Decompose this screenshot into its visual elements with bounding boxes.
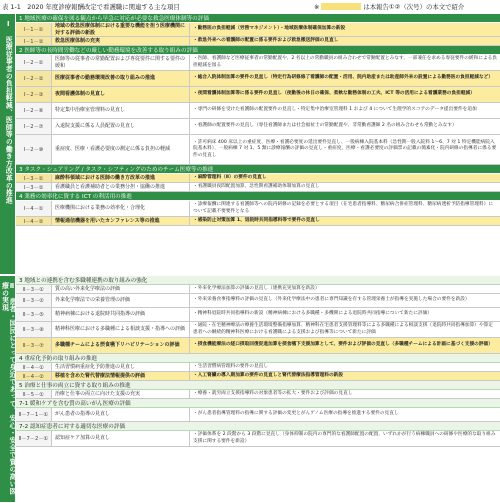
item-name xyxy=(52,23,190,36)
item-name-text: 看護職員と看護補助者との業務分担・協働の推進 xyxy=(55,183,166,190)
item-description xyxy=(190,285,500,293)
item-number: Ⅰ－3－① xyxy=(16,174,52,182)
item-name-text: 精神病棟における退院時共同指導の評価 xyxy=(55,311,146,318)
item-number: Ⅰ－4－② xyxy=(16,217,52,225)
item-name xyxy=(52,37,190,45)
table-row xyxy=(16,322,500,338)
item-description-text: ・看護職員夜間配置加算、急性期看護補助体制加算の見直し xyxy=(193,183,320,189)
table-row xyxy=(16,294,500,308)
section-header: 4 重症化予防の取り組みの推進 xyxy=(16,354,500,363)
item-description-text: ・総合入院体制加算の要件の見直し（特定行為研修修了看護師の配置・活用、院内助産または助産師外来の設置による勤務医の負担軽減など） xyxy=(193,75,494,81)
item-name xyxy=(52,103,190,118)
table-row xyxy=(16,372,500,381)
item-name xyxy=(52,408,190,421)
item-description-text: ・人工腎臓の導入期加算の要件の見直しと腎代替療法指導管理料の新設 xyxy=(193,372,344,378)
item-description-text: ・勤務医の負担軽減（労務マネジメント）・地域医療体制確保加算の新設 xyxy=(193,26,346,32)
item-name xyxy=(52,322,190,337)
item-name xyxy=(52,87,190,102)
table-row xyxy=(16,135,500,165)
item-name xyxy=(52,308,190,321)
item-name-text: 夜間看護体制の見直し xyxy=(55,91,106,98)
item-number: Ⅰ－2－⑥ xyxy=(16,103,52,118)
item-description xyxy=(190,135,500,164)
item-name xyxy=(52,390,190,398)
sidebar-label: Ⅱ 患者・国民にとって身近であって、安心・安全で質の高い医療の実現 xyxy=(0,282,16,495)
item-name xyxy=(52,183,190,191)
item-name-text: 重症度、医療・看護必要度の測定に係る負担の軽減 xyxy=(55,146,171,153)
item-description xyxy=(190,308,500,321)
item-name-text: 精神科医療における多職種による相談支援・指導への評価 xyxy=(55,326,186,333)
item-description xyxy=(190,408,500,421)
item-description-text: ・救急外来への看護師の配置に係る要件および救急搬送評価の見直し xyxy=(193,37,339,43)
section-header: 7-1 緩和ケアを含む質の高いがん医療の評価 xyxy=(16,399,500,408)
table-row xyxy=(16,71,500,87)
table-row xyxy=(16,37,500,46)
table-row xyxy=(16,431,500,447)
item-description xyxy=(190,294,500,307)
item-name xyxy=(52,71,190,86)
item-number: Ⅰ－2－① xyxy=(16,55,52,70)
table-row xyxy=(16,408,500,422)
item-number: Ⅰ－2－⑩ xyxy=(16,135,52,164)
table-row xyxy=(16,338,500,354)
item-description xyxy=(190,217,500,225)
item-description xyxy=(190,363,500,371)
item-name-text: 治療と仕事の両立に向けた支援の充実 xyxy=(55,390,141,397)
sidebar-label: Ⅰ 医療従事者の負担軽減、医師等の働き方改革の推進 xyxy=(4,20,13,204)
item-name xyxy=(52,217,190,225)
item-description xyxy=(190,183,500,191)
item-number: Ⅱ－3－⑧ xyxy=(16,322,52,337)
item-description-text: ・精神科退院時共同指導料の新設（精神病棟における多職種・多機関による退院時共同指導について新たに評価） xyxy=(193,311,432,317)
item-number: Ⅰ－2－⑦ xyxy=(16,119,52,134)
item-description xyxy=(190,103,500,118)
table-row xyxy=(16,285,500,294)
item-description-text: ・診療報酬に関連する看護師等への院内研修の記録を必要とする項目（在宅患者指導料、糖尿病合併症管理料、糖尿病透析予防指導管理料）について記載不要要件となる xyxy=(193,202,494,214)
item-name xyxy=(52,201,190,216)
item-name-text: 生活習慣病重症化予防推進の見直し xyxy=(55,363,136,370)
item-number: Ⅰ－2－③ xyxy=(16,87,52,102)
item-description xyxy=(190,372,500,380)
item-number: Ⅱ－5－① xyxy=(16,390,52,398)
item-description-text: ・看護師の配置要件の見直し（専任看護師または社会福祉士の常勤配置や、非常勤看護師 2 名の組み合わせも常勤とみなす） xyxy=(193,123,457,129)
item-number: Ⅰ－3－② xyxy=(16,183,52,191)
item-name-text: 認知症ケア加算の見直し xyxy=(55,435,111,442)
sidebar-section-1 xyxy=(0,14,15,274)
item-description-text: ・評価体系を 2 段階から 3 段階に見直し（身体抑制の院内の専門的な看護師配置の配置、いずれかが行う病棟職員への研修や医療的な取り組み支援に関する要件を新設） xyxy=(193,432,496,444)
item-name-text: 医療機関における業務の効率化・合理化 xyxy=(55,205,146,212)
item-description-text: ・夜間看護体制加算等に係る要件の見直し（夜勤後の休日の確保、柔軟な勤務体制の工夫、ICT 等の活用による看護業務の負担軽減） xyxy=(193,91,475,97)
item-name-text: がん患者の指導の見直し xyxy=(55,411,111,418)
item-name xyxy=(52,372,190,380)
table-row xyxy=(16,87,500,103)
item-description-text: ・専門の研修を受けた看護師の配置要件の見直し・特定集中治療室管理料 1 および 4 について生理学的スコアのデータ提出要件を追加 xyxy=(193,107,477,113)
table-row xyxy=(16,183,500,192)
item-description xyxy=(190,23,500,36)
item-name xyxy=(52,135,190,164)
section-header: 5 治療と仕事の両立に資する取り組みの推進 xyxy=(16,381,500,390)
item-description-text: ・外来栄養食事指導料の評価の見直し（外来化学療法中の患者に専門知識を有する管理栄養士が指導を実施した場合の要件を新設） xyxy=(193,297,470,303)
item-name-text: 特定集中治療室管理料の見直し xyxy=(55,107,126,114)
item-description-text: ・外来化学療法加算の評価の見直し（連携充実加算を新設） xyxy=(193,285,320,291)
item-description-text: ・がん患者指導管理料の指導に関する評価の変更とがんゲノム医療の指導を推進する要件の見直し xyxy=(193,411,399,417)
item-description xyxy=(190,174,500,182)
item-name-text: 医師等の従事者の常勤配置および専従要件に関する要件の緩和 xyxy=(55,56,186,69)
item-description xyxy=(190,390,500,398)
item-number: Ⅱ－3－⑦ xyxy=(16,338,52,353)
item-number: Ⅱ－4－② xyxy=(16,372,52,380)
item-description-text: ・摂食機能療法の経口摂取回復促進加算を摂食嚥下支援加算として、要件および評価の見直し（多職種チームによる計画に基づく支援の評価） xyxy=(193,342,493,348)
section-2-table xyxy=(16,276,500,502)
item-description xyxy=(190,37,500,45)
item-name-text: 救急医療体制の充実 xyxy=(55,37,101,44)
table-row xyxy=(16,55,500,71)
item-number: Ⅰ－4－① xyxy=(16,201,52,216)
table-row xyxy=(16,23,500,37)
item-description-text: ・許可病床 400 床以上の重症度、医療・看護必要度の延出要件見直し、一般病棟入院基本料（急性期一般入院料 1～6、7 対 1 特定機能病院入院基本料）、一般病棟 7 対 1、5 類に診療報酬の評価の見直し・重症度、医療・看護必要度の評価票の記載の簡素化・院内研修の指導者に係る要件の見直し xyxy=(193,140,497,158)
item-description-text: ・麻酔管理料（Ⅱ）の要件の見直し xyxy=(193,174,267,180)
table-row xyxy=(16,174,500,183)
item-description xyxy=(190,322,500,337)
item-name xyxy=(52,174,190,182)
table-caption xyxy=(0,0,500,14)
item-name xyxy=(52,431,190,446)
item-description-text: ・通院・在宅精神療法の療養生活環境整備指導加算、精神科在宅患者支援管理料等による多職種による相談支援（退院時共同指導加算）や算定患者への継続的精神科医療における看護職による支援および指導等について新たに評価 xyxy=(193,323,494,335)
table-row xyxy=(16,201,500,217)
item-name xyxy=(52,55,190,70)
table-row xyxy=(16,363,500,372)
item-description-text: ・医師、看護師など医療従事者の常勤配置や、2 名以上の常勤職員の組み合わせで常勤配置とみなす、一部兼任を求める専従要件の緩和による負担軽減を図る xyxy=(193,56,498,68)
item-description xyxy=(190,55,500,70)
caption-note-prefix: ※ xyxy=(314,3,320,11)
item-number: Ⅰ－1－① xyxy=(16,23,52,36)
item-description-text: ・生活習慣病管理料の要件の見直し xyxy=(193,363,269,369)
item-name-text: 移植を含めた腎代替療法情報提供の評価 xyxy=(55,372,146,379)
item-name-text: 多職種チームによる摂食嚥下リハビリテーションの評価 xyxy=(55,342,180,349)
table-row xyxy=(16,390,500,399)
sidebar-section-2 xyxy=(0,276,15,502)
section-1-table xyxy=(16,14,500,274)
highlight-swatch xyxy=(321,3,361,10)
item-number: Ⅱ－3－⑤ xyxy=(16,308,52,321)
item-name xyxy=(52,119,190,134)
item-name xyxy=(52,338,190,353)
item-description xyxy=(190,119,500,134)
caption-title: 表 1-1 2020 年度診療報酬改定で看護職に関連する主な項目 xyxy=(2,3,180,11)
table-row xyxy=(16,308,500,322)
item-name xyxy=(52,363,190,371)
table-row xyxy=(16,217,500,226)
section-header: 2 医師等の長時間労働などの厳しい勤務環境を改善する取り組みの評価 xyxy=(16,46,500,55)
caption-note xyxy=(314,0,464,14)
section-header: 3 タスク・シェアリング / タスク・シフティングのためのチーム医療等の推進 xyxy=(16,165,500,174)
item-number: Ⅱ－3－① xyxy=(16,285,52,293)
item-number: Ⅱ－7－2－① xyxy=(16,431,52,446)
table-row xyxy=(16,103,500,119)
item-description xyxy=(190,431,500,446)
item-name-text: 質の高い外来化学療法の評価 xyxy=(55,285,121,292)
item-name-text: 入退院支援に係る人員配置の見直し xyxy=(55,123,136,130)
item-name xyxy=(52,285,190,293)
table-row xyxy=(16,119,500,135)
section-header: 7-2 認知症患者に対する適切な医療の評価 xyxy=(16,422,500,431)
item-name-text: 麻酔科領域における医師の働き方改革の推進 xyxy=(55,174,156,181)
item-number: Ⅱ－3－② xyxy=(16,294,52,307)
caption-note-suffix: は本報告①②（次号）の本文で紹介 xyxy=(363,3,465,11)
item-description xyxy=(190,338,500,353)
item-number: Ⅰ－2－② xyxy=(16,71,52,86)
item-name-text: 医療従事者の勤務環境改善の取り組みの推進 xyxy=(55,75,156,82)
item-name xyxy=(52,294,190,307)
section-header: 1 地域医療の確保を図る観点から早急に対応が必要な救急医療体制等の評価 xyxy=(16,14,500,23)
item-name-text: 地域の救急医療体制における重要な機能を担う医療機関に対する評価の新設 xyxy=(55,23,186,36)
section-header: 3 地域との連携を含む多職種連携の取り組みの強化 xyxy=(16,276,500,285)
item-description xyxy=(190,87,500,102)
item-description xyxy=(190,71,500,86)
item-name-text: 情報通信機器を用いたカンファレンス等の推進 xyxy=(55,217,160,224)
item-number: Ⅰ－1－② xyxy=(16,37,52,45)
item-name-text: 外来化学療法での栄養管理の評価 xyxy=(55,297,131,304)
item-number: Ⅱ－4－① xyxy=(16,363,52,371)
item-description-text: ・療養・就労両立支援指導料の対象患者等の拡大・要件および評価の見直し xyxy=(193,390,353,396)
item-description xyxy=(190,201,500,216)
item-description-text: ・感染防止対策加算 1、退院時共同指導料等で要件の見直し xyxy=(193,217,320,223)
section-header: 4 業務の効率化に資する ICT の利活用の推進 xyxy=(16,192,500,201)
item-number: Ⅱ－7－1－① xyxy=(16,408,52,421)
